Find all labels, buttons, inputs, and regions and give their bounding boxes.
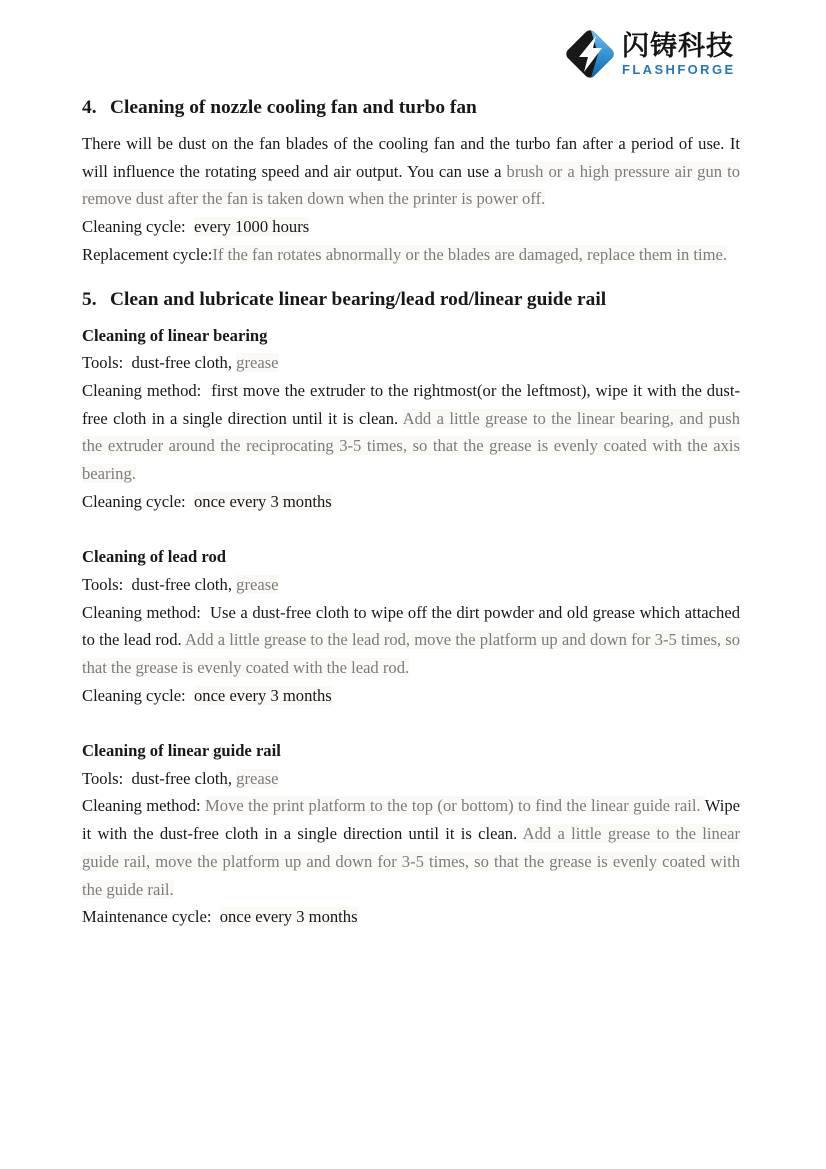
text-span: grease bbox=[236, 574, 279, 594]
section-4-heading bbox=[82, 96, 740, 120]
text-span: Maintenance cycle: bbox=[82, 907, 220, 927]
text-span: Tools: dust-free cloth, bbox=[82, 353, 237, 373]
blank-line bbox=[82, 709, 740, 737]
logo-text bbox=[622, 32, 736, 77]
linear-bearing-method-paragraph bbox=[82, 377, 740, 488]
text-span: grease bbox=[236, 353, 279, 373]
guide-rail-method-paragraph bbox=[82, 792, 740, 903]
text-span: Cleaning cycle: bbox=[82, 491, 194, 511]
logo-chinese-name: 闪铸科技 bbox=[622, 30, 734, 62]
text-span: every 1000 hours bbox=[193, 217, 310, 237]
text-span: grease bbox=[236, 768, 279, 788]
linear-bearing-cycle-line bbox=[82, 488, 740, 516]
text-span: Cleaning cycle: bbox=[82, 685, 194, 705]
linear-bearing-tools-line bbox=[82, 349, 740, 377]
flashforge-logo bbox=[563, 27, 736, 81]
text-span: Cleaning cycle: bbox=[82, 217, 194, 237]
section-title: Clean and lubricate linear bearing/lead rod/linear guide rail bbox=[110, 288, 607, 310]
text-span: Replacement cycle: bbox=[82, 244, 213, 264]
text-span: There will be dust on the fan blades of the cooling fan and the turbo fan after a period of use. It will influence the rotating speed and air output. You can use a bbox=[82, 134, 740, 181]
section-5-heading bbox=[82, 288, 740, 312]
flashforge-diamond-icon bbox=[563, 27, 617, 81]
text-span: once every 3 months bbox=[219, 907, 358, 927]
section-number: 5. bbox=[82, 288, 97, 310]
lead-rod-cycle-line bbox=[82, 682, 740, 710]
text-span: Cleaning method: first move the extruder to the rightmost(or the leftmost), wipe it with the dust-free cloth in a single direction until it is clean. bbox=[82, 380, 740, 428]
text-span: Tools: dust-free cloth, bbox=[82, 768, 237, 788]
section-number: 4. bbox=[82, 97, 97, 118]
lead-rod-tools-line bbox=[82, 571, 740, 599]
logo-english-name: FLASHFORGE bbox=[622, 61, 736, 77]
fan-cleaning-paragraph bbox=[82, 130, 740, 213]
text-span: Cleaning method: bbox=[82, 796, 206, 816]
text-span: once every 3 months bbox=[193, 685, 332, 705]
text-span: brush or a high pressure air gun to remove dust after the fan is taken down when the printer is power off. bbox=[82, 161, 740, 209]
lead-rod-method-paragraph bbox=[82, 599, 740, 682]
text-span: once every 3 months bbox=[193, 491, 332, 511]
section-title: Cleaning of nozzle cooling fan and turbo fan bbox=[110, 97, 477, 118]
text-span: If the fan rotates abnormally or the blades are damaged, replace them in time. bbox=[212, 244, 728, 264]
fan-cleaning-cycle-line bbox=[82, 213, 740, 241]
text-span: Add a little grease to the lead rod, move the platform up and down for 3-5 times, so that the grease is evenly coated with the lead rod. bbox=[82, 630, 741, 677]
text-span: Tools: dust-free cloth, bbox=[82, 574, 237, 594]
guide-rail-tools-line bbox=[82, 765, 740, 793]
linear-bearing-subheading: Cleaning of linear bearing bbox=[82, 325, 268, 345]
blank-line bbox=[82, 515, 740, 543]
guide-rail-maintenance-cycle-line bbox=[82, 903, 740, 931]
document-content bbox=[82, 96, 740, 931]
lead-rod-subheading: Cleaning of lead rod bbox=[82, 547, 226, 567]
fan-replacement-cycle-line bbox=[82, 241, 740, 269]
text-span: Move the print platform to the top (or bottom) to find the linear guide rail. bbox=[205, 796, 705, 816]
text-span: Cleaning method: Use a dust-free cloth to wipe off the dirt powder and old grease which attached to the lead rod. bbox=[82, 602, 740, 650]
guide-rail-subheading: Cleaning of linear guide rail bbox=[82, 741, 281, 761]
text-span: Add a little grease to the linear guide rail, move the platform up and down for 3-5 times, so that the grease is evenly coated with the guide rail. bbox=[82, 824, 740, 899]
text-span: Add a little grease to the linear bearing, and push the extruder around the reciprocating 3-5 times, so that the grease is evenly coated with the axis bearing. bbox=[82, 408, 740, 484]
text-span: Wipe it with the dust-free cloth in a single direction until it is clean. bbox=[82, 796, 741, 844]
